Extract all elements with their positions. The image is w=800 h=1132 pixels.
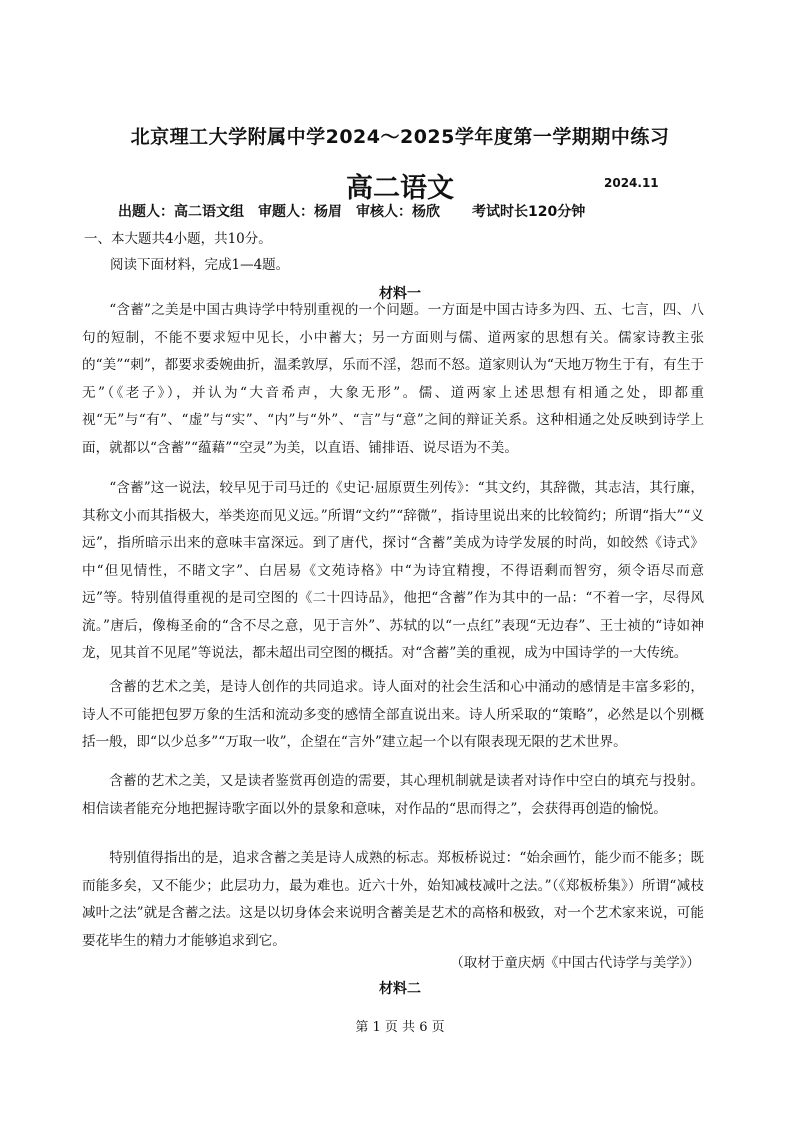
checker: 审核人：杨欣 bbox=[356, 204, 440, 220]
subject-title: 高二语文 bbox=[346, 173, 454, 204]
material-1-paragraph-5: 特别值得指出的是，追求含蓄之美是诗人成熟的标志。郑板桥说过：“始余画竹，能少而不能多；既而能多矣，又不能少；此层功力，最为难也。近六十外，始知减枝减叶之法。”（《郑板桥集》）所谓“减枝减叶之法”就是含蓄之法。这是以切身体会来说明含蓄美是艺术的高格和极致，对一个艺术家来说，可能要花毕生的精力才能够追求到它。 bbox=[82, 850, 704, 949]
material-2-title: 材料二 bbox=[379, 981, 421, 997]
exam-date: 2024.11 bbox=[604, 176, 659, 190]
material-1-paragraph-1: “含蓄”之美是中国古典诗学中特别重视的一个问题。一方面是中国古诗多为四、五、七言，四、八句的短制，不能不要求短中见长，小中蓄大；另一方面则与儒、道两家的思想有关。儒家诗教主张的“美”“刺”，都要求委婉曲折，温柔敦厚，乐而不淫，怨而不怒。道家则认为“天地万物生于有，有生于无”（《老子》），并认为“大音希声，大象无形”。儒、道两家上述思想有相通之处，即都重视“无”与“有”、“虚”与“实”、“内”与“外”、“言”与“意”之间的辩证关系。这种相通之处反映到诗学上面，就都以“含蓄”“蕴藉”“空灵”为美，以直语、铺排语、说尽语为不美。 bbox=[82, 302, 704, 456]
reviewer: 审题人：杨眉 bbox=[258, 204, 342, 220]
material-1-source: （取材于童庆炳《中国古代诗学与美学》） bbox=[450, 955, 700, 971]
material-1-paragraph-4: 含蓄的艺术之美，又是读者鉴赏再创造的需要，其心理机制就是读者对诗作中空白的填充与投射。相信读者能充分地把握诗歌字面以外的景象和意味，对作品的“思而得之”，会获得再创造的愉悦。 bbox=[82, 773, 704, 817]
material-1-paragraph-3: 含蓄的艺术之美，是诗人创作的共同追求。诗人面对的社会生活和心中涌动的感情是丰富多彩的，诗人不可能把包罗万象的生活和流动多变的感情全部直说出来。诗人所采取的“策略”，必然是以个别概括一般，即“以少总多”“万取一收”，企望在“言外”建立起一个以有限表现无限的艺术世界。 bbox=[82, 679, 704, 750]
material-1-paragraph-2: “含蓄”这一说法，较早见于司马迁的《史记·屈原贾生列传》：“其文约，其辞微，其志洁，其行廉，其称文小而其指极大，举类迩而见义远。”所谓“文约”“辞微”，指诗里说出来的比较简约；所谓“指大”“义远”，指所暗示出来的意味丰富深远。到了唐代，探讨“含蓄”美成为诗学发展的时尚，如皎然《诗式》中“但见情性，不睹文字”、白居易《文苑诗格》中“为诗宜精搜，不得语剩而智穷，须令语尽而意远”等。特别值得重视的是司空图的《二十四诗品》，他把“含蓄”作为其中的一品：“不着一字，尽得风流。”唐后，像梅圣俞的“含不尽之意，见于言外”、苏轼的以“一点红”表现“无边春”、王士祯的“诗如神龙，见其首不见尾”等说法，都未超出司空图的概括。对“含蓄”美的重视，成为中国诗学的一大传统。 bbox=[82, 480, 704, 661]
material-1-title: 材料一 bbox=[379, 286, 421, 302]
page-number: 第 1 页 共 6 页 bbox=[355, 1020, 445, 1035]
exam-title: 北京理工大学附属中学2024～2025学年度第一学期期中练习 bbox=[130, 126, 670, 148]
setter: 出题人：高二语文组 bbox=[118, 204, 244, 220]
exam-info-line bbox=[118, 201, 585, 221]
duration: 考试时长120分钟 bbox=[472, 204, 586, 220]
section-heading: 一、本大题共4小题，共10分。 bbox=[84, 231, 272, 247]
section-instruction: 阅读下面材料，完成1—4题。 bbox=[110, 257, 290, 273]
